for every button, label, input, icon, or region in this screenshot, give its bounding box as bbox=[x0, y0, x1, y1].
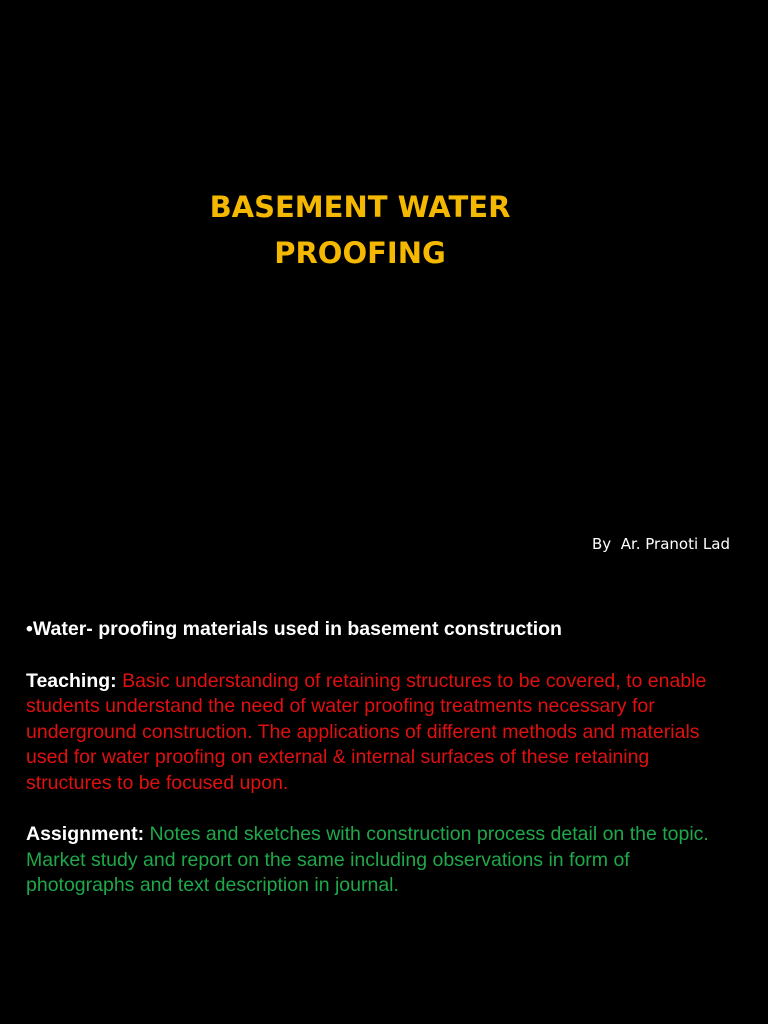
author-credit: By Ar. Pranoti Lad bbox=[591, 535, 730, 553]
title-line-1: BASEMENT WATER bbox=[209, 190, 511, 224]
title-line-2: PROOFING bbox=[274, 236, 446, 270]
bullet-topic: •Water- proofing materials used in basement construction bbox=[26, 618, 562, 640]
teaching-text: Basic understanding of retaining structures to be covered, to enable students understand the need of water proofing treatments necessary for underground construction. The applications of different methods and materials used for water proofing on external & internal surfaces of these retaining structures to be focused upon. bbox=[26, 669, 707, 794]
teaching-paragraph bbox=[26, 669, 736, 797]
slide-title bbox=[0, 184, 720, 276]
assignment-label: Assignment: bbox=[26, 823, 145, 845]
teaching-label: Teaching: bbox=[26, 669, 117, 692]
assignment-paragraph bbox=[26, 822, 736, 899]
assignment-text: Notes and sketches with construction process detail on the topic. Market study and report on the same including observations in form of photographs and text description in journal. bbox=[26, 823, 709, 896]
slide-content bbox=[26, 617, 736, 925]
